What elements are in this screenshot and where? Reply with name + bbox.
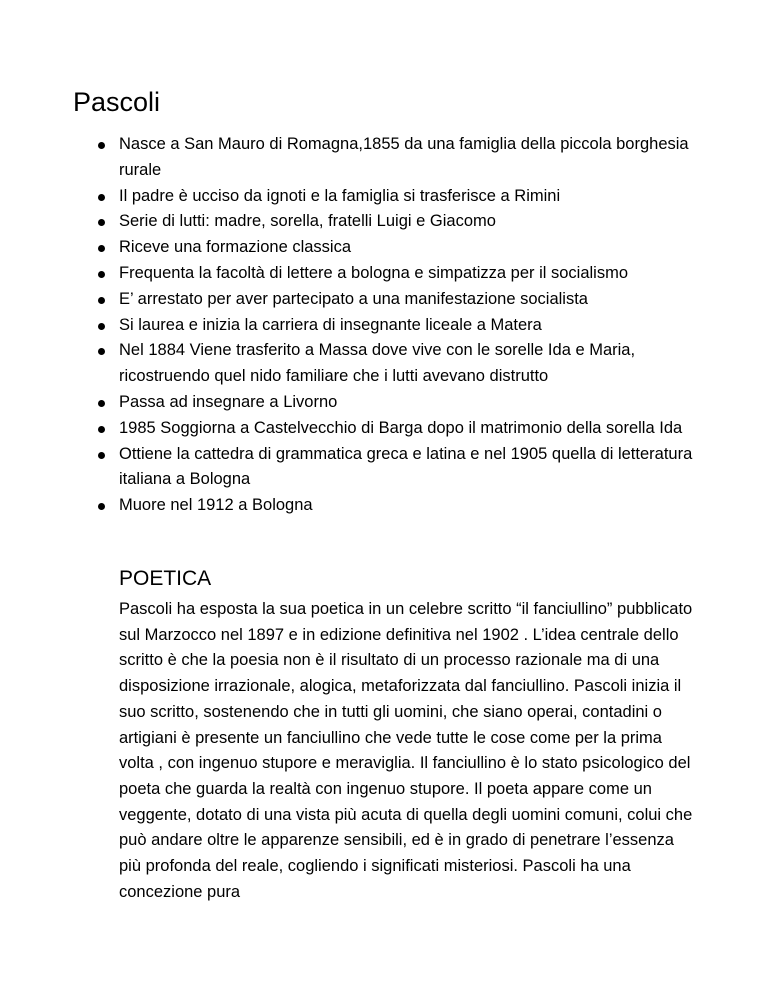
- list-item-text: Il padre è ucciso da ignoti e la famiglia si trasferisce a Rimini: [119, 186, 561, 205]
- bullet-icon: [98, 400, 105, 407]
- bullet-icon: [98, 348, 105, 355]
- list-item-text: Nel 1884 Viene trasferito a Massa dove vive con le sorelle Ida e Maria, ricostruendo quel nido familiare che i lutti avevano distrutto: [119, 341, 636, 386]
- document-title: Pascoli: [73, 87, 161, 117]
- list-item: [0, 132, 709, 184]
- list-item: [0, 442, 709, 494]
- bullet-icon: [98, 271, 105, 278]
- list-item-text: 1985 Soggiorna a Castelvecchio di Barga dopo il matrimonio della sorella Ida: [119, 418, 683, 437]
- list-item-text: Nasce a San Mauro di Romagna,1855 da una famiglia della piccola borghesia rurale: [119, 135, 689, 179]
- list-item: [0, 184, 709, 210]
- bullet-icon: [98, 452, 105, 459]
- biography-list: [0, 132, 768, 519]
- list-item: [0, 390, 709, 416]
- list-item-text: E’ arrestato per aver partecipato a una manifestazione socialista: [119, 289, 588, 308]
- bullet-icon: [98, 219, 105, 226]
- list-item-text: Serie di lutti: madre, sorella, fratelli Luigi e Giacomo: [119, 212, 496, 231]
- bullet-icon: [98, 426, 105, 433]
- list-item-text: Passa ad insegnare a Livorno: [119, 392, 338, 411]
- bullet-icon: [98, 323, 105, 330]
- section-heading: POETICA: [119, 567, 212, 590]
- list-item: [0, 261, 709, 287]
- list-item: [0, 287, 709, 313]
- bullet-icon: [98, 297, 105, 304]
- list-item-text: Ottiene la cattedra di grammatica greca e latina e nel 1905 quella di letteratura italiana a Bologna: [119, 444, 693, 489]
- list-item: [0, 209, 709, 235]
- body-paragraph: Pascoli ha esposta la sua poetica in un celebre scritto “il fanciullino” pubblicato sul Marzocco nel 1897 e in edizione definitiva nel 1902 . L’idea centrale dello scritto è che la poesia non è il risultato di un processo razionale ma di una disposizione irrazionale, alogica, metaforizzata dal fanciullino. Pascoli inizia il suo scritto, sostenendo che in tutti gli uomini, che siano operai, contadini o artigiani è presente un fanciullino che vede tutte le cose come per la prima volta , con ingenuo stupore e meraviglia. Il fanciullino è lo stato psicologico del poeta che guarda la realtà con ingenuo stupore. Il poeta appare come un veggente, dotato di una vista più acuta di quella degli uomini comuni, colui che può andare oltre le apparenze sensibili, ed è in grado di penetrare l’essenza più profonda del reale, cogliendo i significati misteriosi. Pascoli ha una concezione pura: [119, 600, 693, 901]
- list-item: [0, 338, 709, 390]
- list-item-text: Frequenta la facoltà di lettere a bologna e simpatizza per il socialismo: [119, 263, 629, 282]
- list-item-text: Muore nel 1912 a Bologna: [119, 496, 313, 515]
- list-item-text: Riceve una formazione classica: [119, 238, 352, 257]
- bullet-icon: [98, 245, 105, 252]
- bullet-icon: [98, 194, 105, 201]
- bullet-icon: [98, 503, 105, 510]
- list-item: [0, 235, 709, 261]
- list-item: [0, 493, 709, 519]
- list-item-text: Si laurea e inizia la carriera di insegnante liceale a Matera: [119, 315, 542, 334]
- bullet-icon: [98, 142, 105, 149]
- list-item: [0, 313, 709, 339]
- list-item: [0, 416, 709, 442]
